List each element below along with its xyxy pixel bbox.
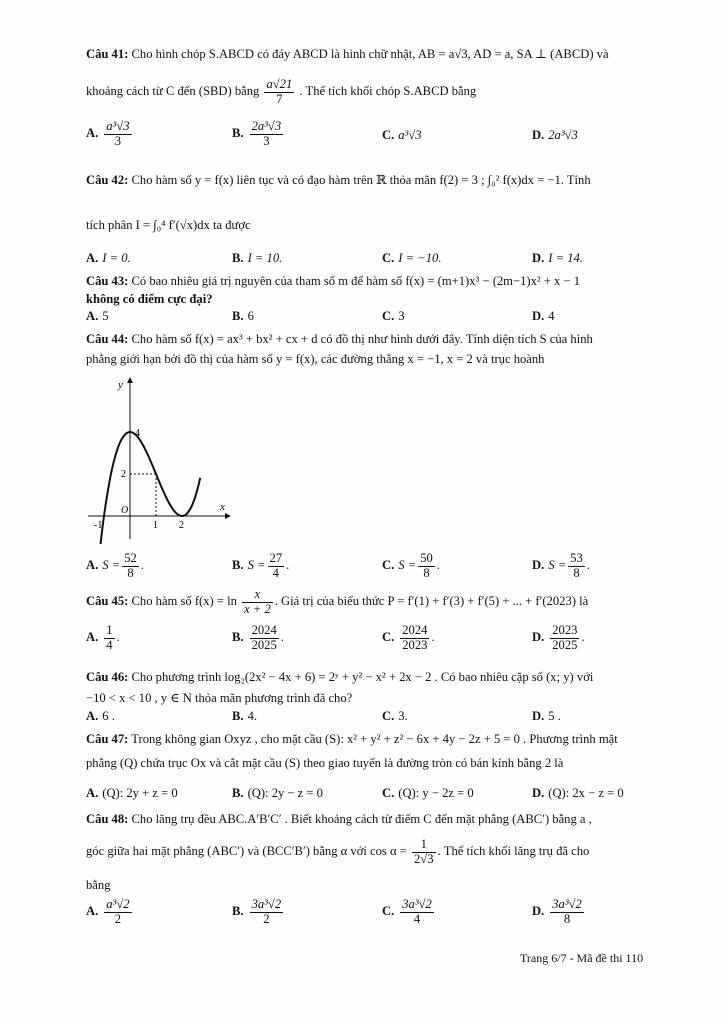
fraction: $\frac{x}{x + 2}$ [244,587,271,616]
option-b[interactable]: B. $\frac{\text{3a³√2}}{2}$ [232,897,282,926]
cubic-curve [98,432,201,544]
question-text: bằng [86,878,111,892]
option-b[interactable]: B. (Q): 2y − z = 0 [232,786,323,800]
tick-label: 2 [179,520,184,531]
option-b[interactable]: B. I = 10. [232,251,283,265]
option-a[interactable]: A. $\frac{\text{a³√2}}{2}$ [86,897,130,926]
option-a[interactable]: A. 6 . [86,709,115,723]
question-text: Trong không gian Oxyz , cho mặt cầu (S): x² + y² + z² − 6x + 4y − 2z + 5 = 0 . Phương trình mặt [131,732,618,746]
fraction: $\frac{a√21}{7}$ [266,77,293,106]
question-text: . Thể tích khối chóp S.ABCD bằng [299,84,477,99]
question-text: Cho hàm số f(x) = ax³ + bx² + cx + d có đồ thị như hình dưới đây. Tính diện tích S của hình [131,332,593,346]
question-number: Câu 44: [86,332,129,346]
integral-expression: ∫₀⁴ f′(√x)dx [153,218,210,232]
question-number: Câu 43: [86,274,129,288]
origin-label: O [121,505,129,516]
option-c[interactable]: C. a³√3 [382,128,422,142]
option-c[interactable]: C. $\frac{2024}{2023}$ . [382,623,435,652]
tick-label: 2 [121,469,126,480]
option-a[interactable]: A. $\frac{\text{a³√3}}{3}$ [86,119,130,148]
option-c[interactable]: C. S = $\frac{50}{8}$ . [382,551,440,580]
question-number: Câu 48: [86,812,129,826]
option-d[interactable]: D. S = $\frac{53}{8}$ . [532,551,590,580]
question-text: Cho hàm số y = f(x) liên tục và có đạo hàm trên ℝ thỏa mãn f(2) = 3 ; [131,173,485,187]
function-graph [86,374,236,544]
option-b[interactable]: B. S = $\frac{27}{4}$ . [232,551,290,580]
question-number: Câu 42: [86,173,129,187]
question-number: Câu 45: [86,594,129,609]
option-b[interactable]: B. 6 [232,309,254,323]
question-text: tích phân I = [86,218,151,232]
option-c[interactable]: C. I = −10. [382,251,442,265]
option-c[interactable]: C. 3 [382,309,405,323]
option-c[interactable]: C. $\frac{\text{3a³√2}}{4}$ [382,897,432,926]
question-number: Câu 46: [86,670,129,684]
fraction: $\frac{1}{2√3}$ [413,837,434,866]
question-text: phẳng giới hạn bởi đồ thị của hàm số y = f(x), các đường thẳng x = −1, x = 2 và trục hoành [86,352,545,366]
question-text: −10 < x < 10 , y ∈ N thỏa mãn phương trình đã cho? [86,691,353,705]
option-d[interactable]: D. 4 [532,309,555,323]
question-text: Cho hình chóp S.ABCD có đáy ABCD là hình chữ nhật, AB = a√3, AD = a, SA ⊥ (ABCD) và [131,47,609,61]
option-a[interactable]: A. S = $\frac{52}{8}$ . [86,551,144,580]
question-text: khoảng cách từ C đến (SBD) bằng [86,84,260,99]
y-axis-label: y [118,379,123,391]
question-text: . Giá trị của biểu thức P = f′(1) + f′(3) + f′(5) + ... + f′(2023) là [274,594,589,609]
option-c[interactable]: C. (Q): y − 2z = 0 [382,786,474,800]
option-b[interactable]: B. 4. [232,709,258,723]
question-text: Cho lăng trụ đều ABC.A′B′C′ . Biết khoảng cách từ điểm C đến mặt phẳng (ABC′) bằng a , [131,812,592,826]
option-a[interactable]: A. 5 [86,309,109,323]
question-text: không có điểm cực đại? [86,292,213,306]
x-axis-label: x [220,501,225,513]
tick-label: 4 [135,428,140,439]
option-d[interactable]: D. $\frac{\text{3a³√2}}{8}$ [532,897,582,926]
question-number: Câu 47: [86,732,129,746]
option-b[interactable]: B. $\frac{\text{2a³√3}}{3}$ [232,119,282,148]
option-d[interactable]: D. 2a³√3 [532,128,578,142]
question-text: Cho hàm số f(x) = ln [131,594,237,609]
option-a[interactable]: A. (Q): 2y + z = 0 [86,786,178,800]
option-d[interactable]: D. (Q): 2x − z = 0 [532,786,624,800]
question-text: góc giữa hai mặt phẳng (ABC′) và (BCC′B′) bằng α với cos α = [86,844,407,859]
option-a[interactable]: A. I = 0. [86,251,131,265]
option-c[interactable]: C. 3. [382,709,408,723]
page-footer: Trang 6/7 - Mã đề thi 110 [520,951,644,965]
question-text: . Thể tích khối lăng trụ đã cho [437,844,590,859]
question-text: Có bao nhiêu giá trị nguyên của tham số m để hàm số f(x) = (m+1)x³ − (2m−1)x² + x − 1 [131,274,581,288]
tick-label: -1 [94,520,103,531]
question-text: Cho phương trình log₂(2x² − 4x + 6) = 2ʸ + y² − x² + 2x − 2 . Có bao nhiêu cặp số (x; y) với [131,670,594,684]
option-d[interactable]: D. I = 14. [532,251,583,265]
tick-label: 1 [153,520,158,531]
integral-expression: ∫₀² f(x)dx = −1 [487,173,561,187]
option-d[interactable]: D. $\frac{2023}{2025}$ . [532,623,585,652]
question-number: Câu 41: [86,47,129,61]
question-text: phẳng (Q) chứa trục Ox và cắt mặt cầu (S) theo giao tuyến là đường tròn có bán kính bằng 2 là [86,756,564,770]
option-b[interactable]: B. $\frac{2024}{2025}$ . [232,623,284,652]
option-a[interactable]: A. $\frac{1}{4}$ . [86,623,120,652]
option-d[interactable]: D. 5 . [532,709,561,723]
